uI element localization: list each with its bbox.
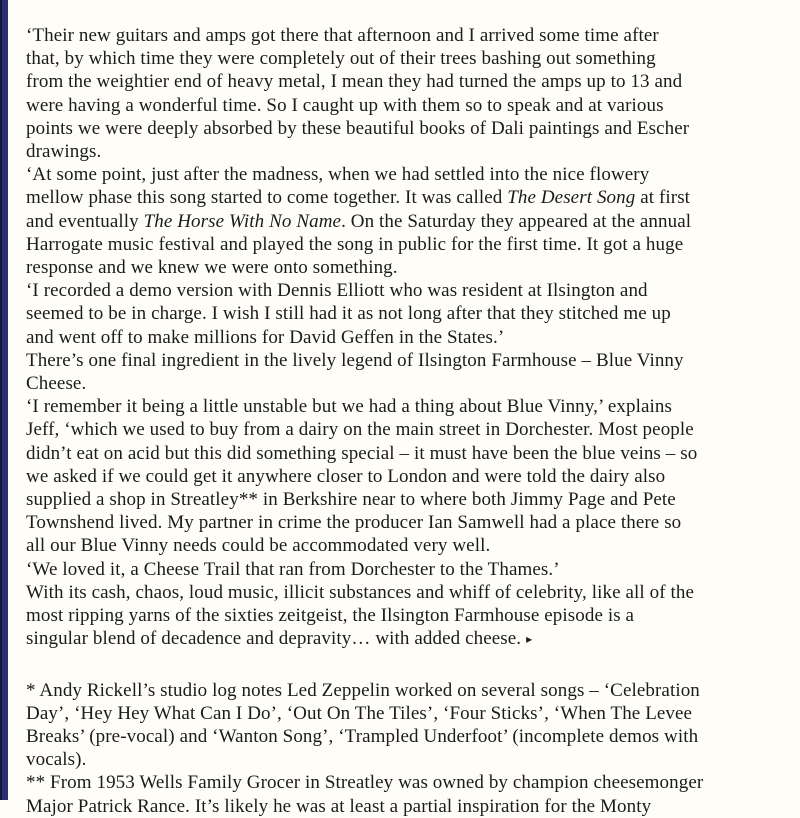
text-line xyxy=(26,186,778,209)
text-line: Townshend lived. My partner in crime the producer Ian Samwell had a place there so xyxy=(26,512,682,534)
text-line: response and we knew we were onto something. xyxy=(26,257,398,279)
text-line: * Andy Rickell’s studio log notes Led Zeppelin worked on several songs – ‘Celebration xyxy=(26,679,700,701)
page-left-border xyxy=(0,0,8,800)
text-line: ‘I recorded a demo version with Dennis Elliott who was resident at Ilsington and xyxy=(26,280,648,302)
text-line: ‘I remember it being a little unstable but we had a thing about Blue Vinny,’ explains xyxy=(26,396,672,418)
text-run: singular blend of decadence and depravity… with added cheese. xyxy=(26,628,522,650)
text-line: Major Patrick Rance. It’s likely he was at least a partial inspiration for the Monty xyxy=(26,795,652,817)
text-line: seemed to be in charge. I wish I still had it as not long after that they stitched me up xyxy=(26,303,671,325)
text-line: Cheese. xyxy=(26,373,87,395)
paragraph xyxy=(26,349,778,395)
text-line: all our Blue Vinny needs could be accommodated very well. xyxy=(26,535,491,557)
text-line: drawings. xyxy=(26,141,102,163)
text-run: The Desert Song xyxy=(507,187,636,209)
text-line: ‘Their new guitars and amps got there that afternoon and I arrived some time after xyxy=(26,25,659,46)
text-line: ‘We loved it, a Cheese Trail that ran from Dorchester to the Thames.’ xyxy=(26,558,560,580)
text-line: didn’t eat on acid but this did something special – it must have been the blue veins – so xyxy=(26,442,698,464)
paragraph xyxy=(26,581,778,652)
text-line: Jeff, ‘which we used to buy from a dairy on the main street in Dorchester. Most people xyxy=(26,419,694,441)
text-line: from the weightier end of heavy metal, I mean they had turned the amps up to 13 and xyxy=(26,71,683,93)
text-line: that, by which time they were completely out of their trees bashing out something xyxy=(26,48,656,70)
text-line xyxy=(26,210,778,233)
text-line xyxy=(26,627,778,651)
text-line: Day’, ‘Hey Hey What Can I Do’, ‘Out On The Tiles’, ‘Four Sticks’, ‘When The Levee xyxy=(26,702,693,724)
text-line: Harrogate music festival and played the song in public for the first time. It got a huge xyxy=(26,233,684,255)
text-run: and eventually xyxy=(26,210,144,232)
page-content xyxy=(8,0,800,817)
paragraph xyxy=(26,395,778,557)
paragraph xyxy=(26,24,778,163)
article-body xyxy=(26,24,778,652)
paragraph xyxy=(26,558,778,581)
paragraph xyxy=(26,279,778,349)
text-line: supplied a shop in Streatley** in Berkshire near to where both Jimmy Page and Pete xyxy=(26,489,676,511)
paragraph xyxy=(26,679,778,772)
text-run: . On the Saturday they appeared at the annual xyxy=(341,210,692,232)
text-line: With its cash, chaos, loud music, illicit substances and whiff of celebrity, like all of the xyxy=(26,581,695,603)
paragraph xyxy=(26,163,778,279)
text-line: points we were deeply absorbed by these beautiful books of Dali paintings and Escher xyxy=(26,117,690,139)
text-line: ‘At some point, just after the madness, when we had settled into the nice flowery xyxy=(26,164,650,186)
text-line: most ripping yarns of the sixties zeitgeist, the Ilsington Farmhouse episode is a xyxy=(26,605,635,627)
text-line: vocals). xyxy=(26,749,87,771)
text-line: There’s one final ingredient in the lively legend of Ilsington Farmhouse – Blue Vinny xyxy=(26,349,684,371)
text-line: and went off to make millions for David Geffen in the States.’ xyxy=(26,326,505,348)
text-line: ** From 1953 Wells Family Grocer in Streatley was owned by champion cheesemonger xyxy=(26,772,704,794)
text-line: Breaks’ (pre-vocal) and ‘Wanton Song’, ‘Trampled Underfoot’ (incomplete demos with xyxy=(26,725,699,747)
text-line: were having a wonderful time. So I caught up with them so to speak and at various xyxy=(26,94,664,116)
footnotes xyxy=(26,679,778,818)
text-run: mellow phase this song started to come together. It was called xyxy=(26,187,508,209)
text-run: at first xyxy=(635,187,691,209)
article-end-marker-icon: ▸ xyxy=(523,632,533,647)
paragraph xyxy=(26,771,778,817)
text-line: we asked if we could get it anywhere closer to London and were told the dairy also xyxy=(26,465,666,487)
text-run: The Horse With No Name xyxy=(143,210,342,232)
